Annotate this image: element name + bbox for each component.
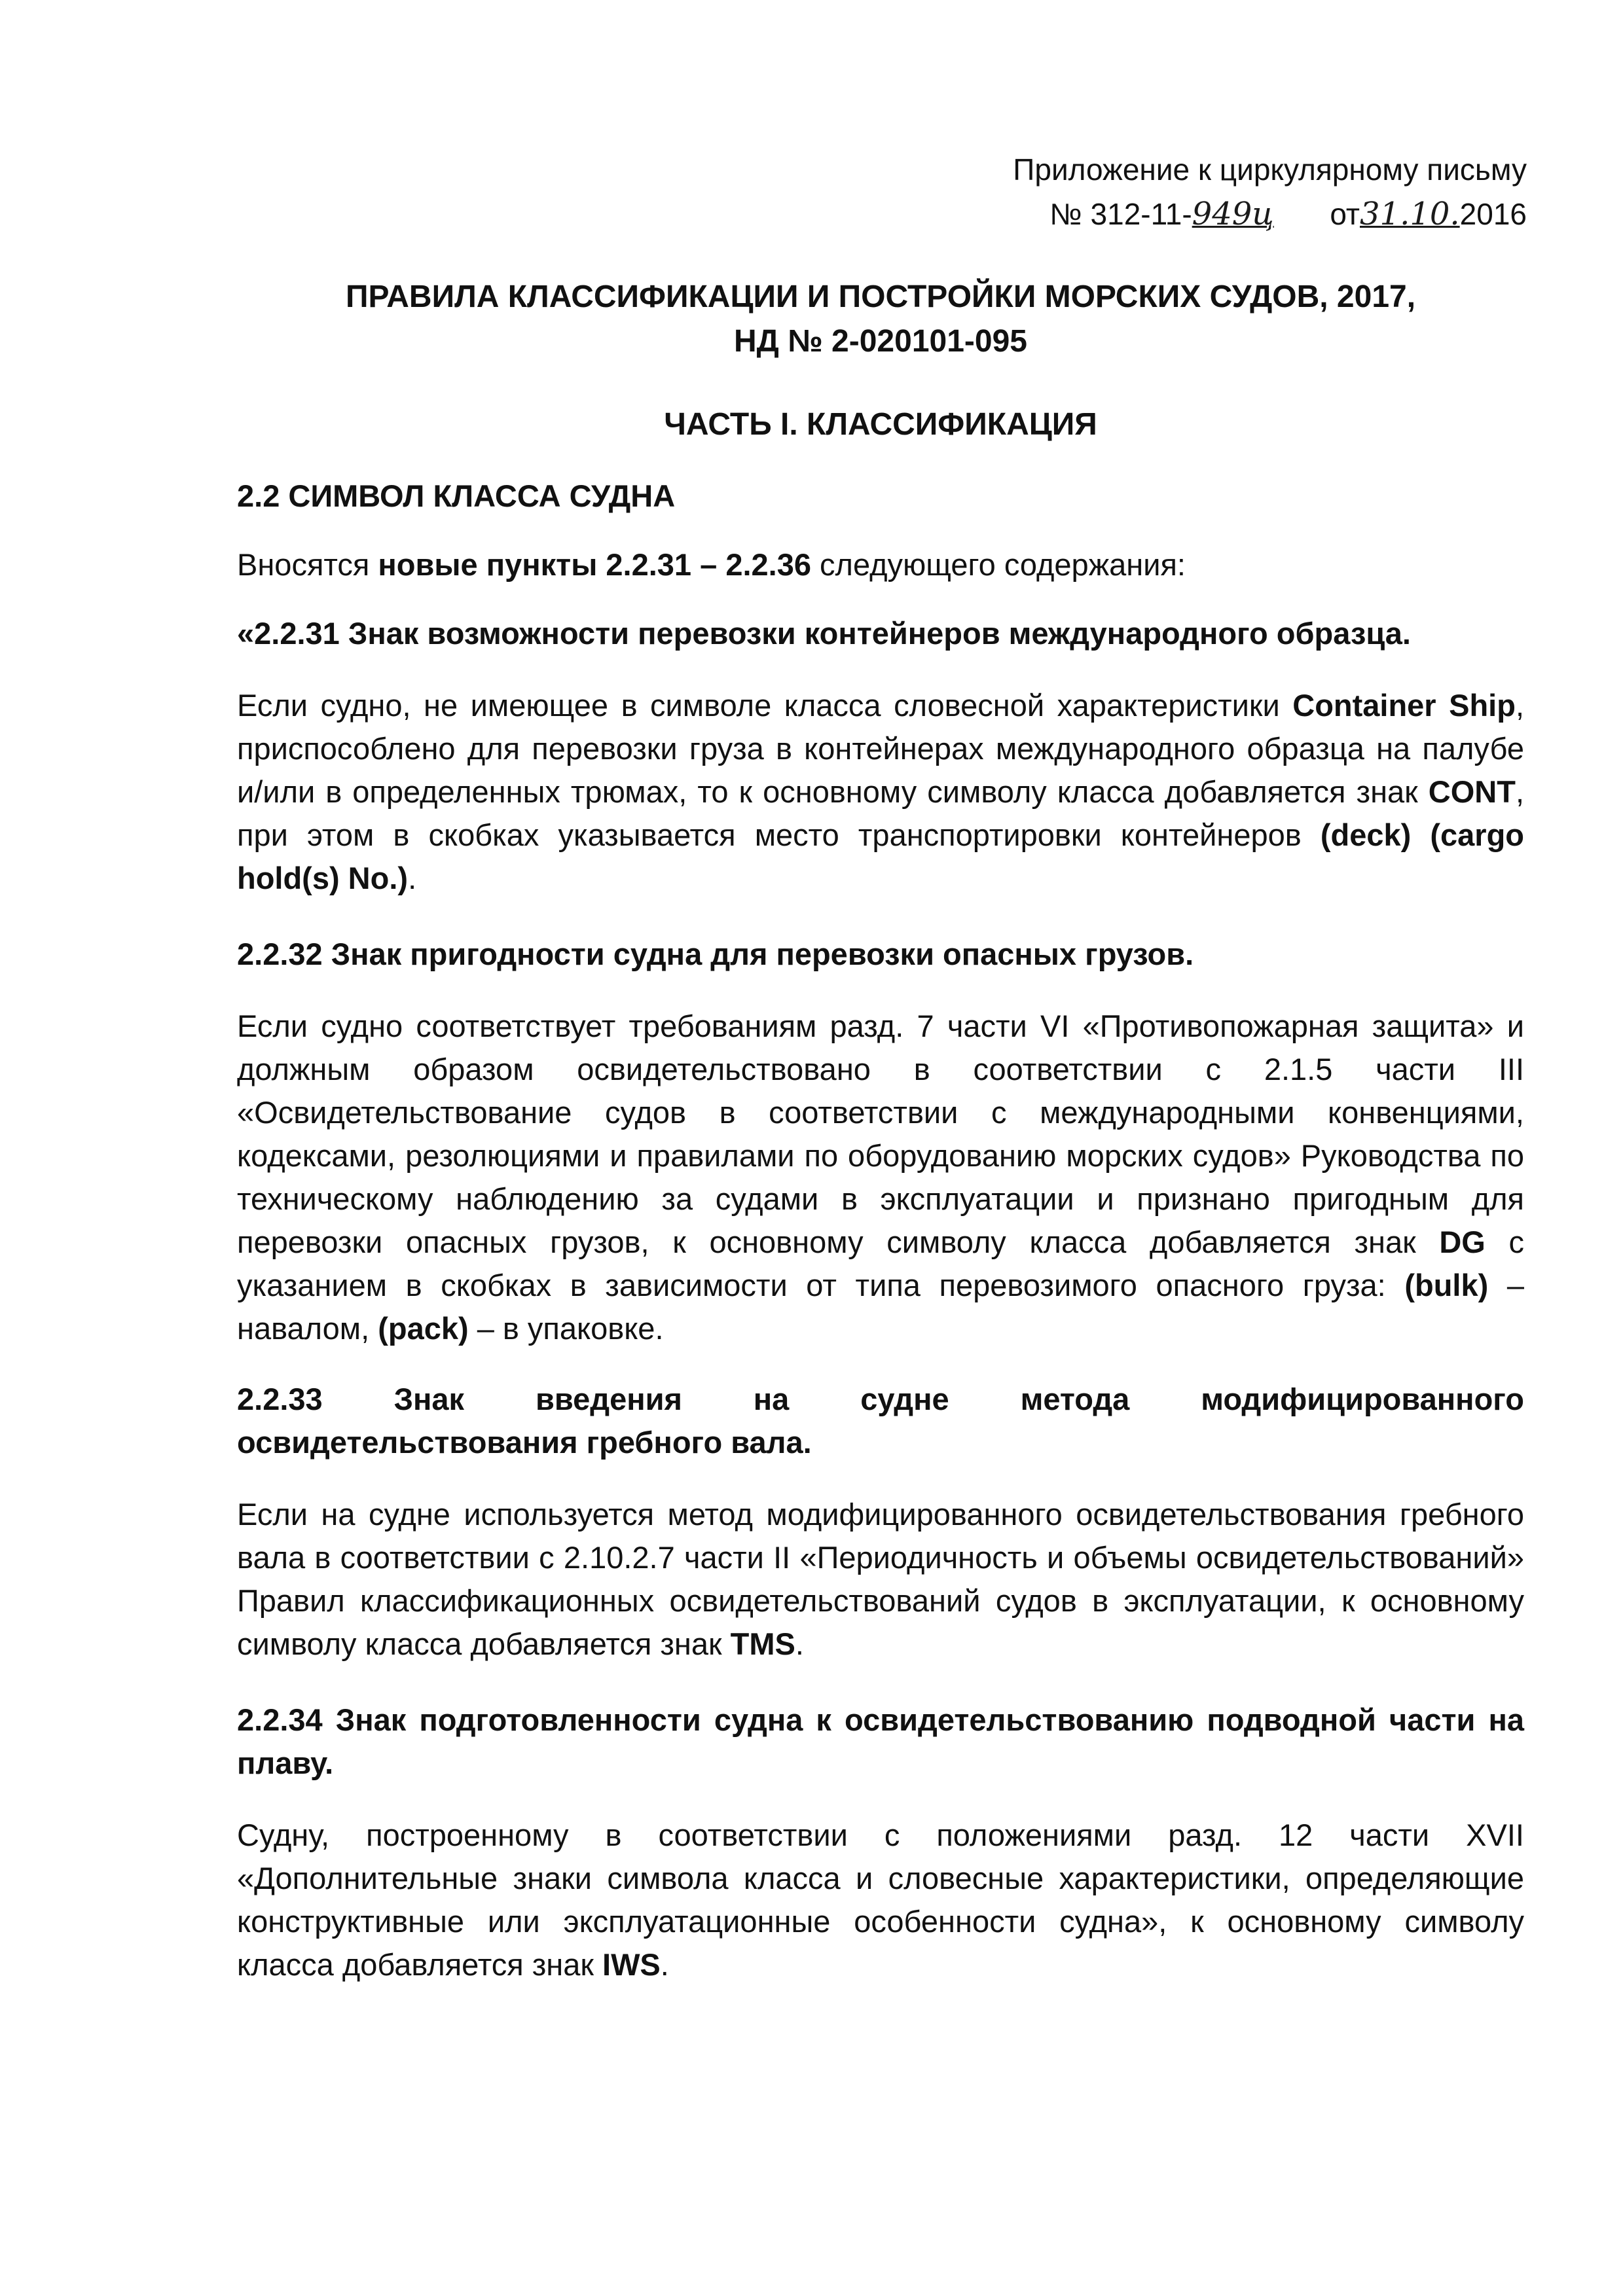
text-run: с указанием в скобках в зависимости от типа перевозимого опасного груза:: [237, 1225, 1525, 1302]
heading-word: метода: [1020, 1382, 1130, 1416]
clause-2-2-33: [237, 1378, 1524, 1666]
text-run: .: [408, 861, 417, 895]
intro-paragraph: [237, 543, 1524, 586]
clause-2-2-32: [237, 933, 1524, 1350]
handwritten-letter-number: 949ц: [1192, 196, 1274, 232]
text-run: Если судно соответствует требованиям разд. 7 части VI «Противопожарная защита» и должным образом освидетельствовано в соответствии с 2.1.5 части III «Освидетельствование судов в соответствии с международными конвенциями, кодексами, резолюциями и правилами по оборудованию морских судов» Руководства по техническому наблюдению за судами в эксплуатации и признано пригодным для перевозки опасных грузов, к основному символу класса добавляется знак: [237, 1009, 1524, 1259]
text-run: .: [660, 1947, 669, 1982]
heading-word: судне: [860, 1382, 949, 1416]
letter-reference: [938, 147, 1527, 236]
clause-2-2-34-heading: 2.2.34 Знак подготовленности судна к освидетельствованию подводной части на плаву.: [237, 1702, 1524, 1780]
heading-word: Знак: [393, 1382, 465, 1416]
text-run: , приспособлено для перевозки груза в контейнерах международного образца на палубе и/или в определенных трюмах, то к основному символу класса добавляется знак: [237, 688, 1525, 809]
bold-run: (pack): [378, 1311, 469, 1346]
bold-run: CONT: [1428, 774, 1516, 809]
clause-2-2-33-heading-line1: [237, 1378, 1524, 1421]
text-run: , при этом в скобках указывается место транспортировки контейнеров: [237, 774, 1524, 852]
date-year: 2016: [1459, 197, 1527, 231]
clause-2-2-34: [237, 1698, 1524, 1986]
intro-text-end: следующего содержания:: [811, 547, 1186, 582]
section-title: 2.2 СИМВОЛ КЛАССА СУДНА: [237, 478, 676, 513]
document-title-line1: ПРАВИЛА КЛАССИФИКАЦИИ И ПОСТРОЙКИ МОРСКИХ СУДОВ, 2017,: [345, 279, 1416, 314]
date-prefix: от: [1330, 197, 1360, 231]
text-run: .: [795, 1626, 804, 1661]
letter-number-prefix: № 312-11-: [1049, 197, 1192, 231]
intro-text: Вносятся: [237, 547, 378, 582]
part-title: ЧАСТЬ I. КЛАССИФИКАЦИЯ: [664, 407, 1097, 442]
clause-2-2-31: [237, 612, 1524, 900]
letter-number-line: [938, 192, 1527, 236]
clause-2-2-33-heading-line2: освидетельствования гребного вала.: [237, 1425, 812, 1460]
clause-2-2-34-text: [237, 1814, 1524, 1986]
clause-2-2-32-heading: 2.2.32 Знак пригодности судна для перевозки опасных грузов.: [237, 937, 1194, 971]
intro-bold-items: новые пункты 2.2.31 – 2.2.36: [378, 547, 811, 582]
bold-run: TMS: [730, 1626, 795, 1661]
handwritten-date: 31.10.: [1359, 196, 1460, 232]
heading-word: введения: [535, 1382, 682, 1416]
text-run: Судну, построенному в соответствии с положениями разд. 12 части XVII «Дополнительные знаки символа класса и словесные характеристики, определяющие конструктивные или эксплуатационные особенности судна», к основному символу класса добавляется знак: [237, 1818, 1524, 1982]
bold-run: IWS: [602, 1947, 661, 1982]
bold-run: DG: [1439, 1225, 1486, 1259]
text-run: Если судно, не имеющее в символе класса словесной характеристики: [237, 688, 1293, 723]
bold-run: (deck) (cargo hold(s) No.): [237, 817, 1524, 895]
bold-run: Container Ship: [1292, 688, 1516, 723]
heading-word: на: [753, 1382, 790, 1416]
clause-2-2-31-text: [237, 684, 1524, 900]
document-title-line2: НД № 2-020101-095: [734, 324, 1027, 359]
document-title: [237, 275, 1524, 364]
clause-2-2-33-text: [237, 1493, 1524, 1666]
clause-2-2-31-heading: «2.2.31 Знак возможности перевозки контейнеров международного образца.: [237, 616, 1411, 651]
text-run: – навалом,: [237, 1268, 1524, 1346]
appendix-line: Приложение к циркулярному письму: [1013, 152, 1527, 187]
text-run: – в упаковке.: [468, 1311, 664, 1346]
heading-word: модифицированного: [1201, 1382, 1524, 1416]
clause-2-2-32-text: [237, 1005, 1524, 1350]
heading-word: 2.2.33: [237, 1382, 323, 1416]
text-run: Если на судне используется метод модифицированного освидетельствования гребного вала в соответствии с 2.10.2.7 части II «Периодичность и объемы освидетельствований» Правил классификационных освидетельствований судов в эксплуатации, к основному символу класса добавляется знак: [237, 1497, 1524, 1661]
bold-run: (bulk): [1404, 1268, 1489, 1302]
